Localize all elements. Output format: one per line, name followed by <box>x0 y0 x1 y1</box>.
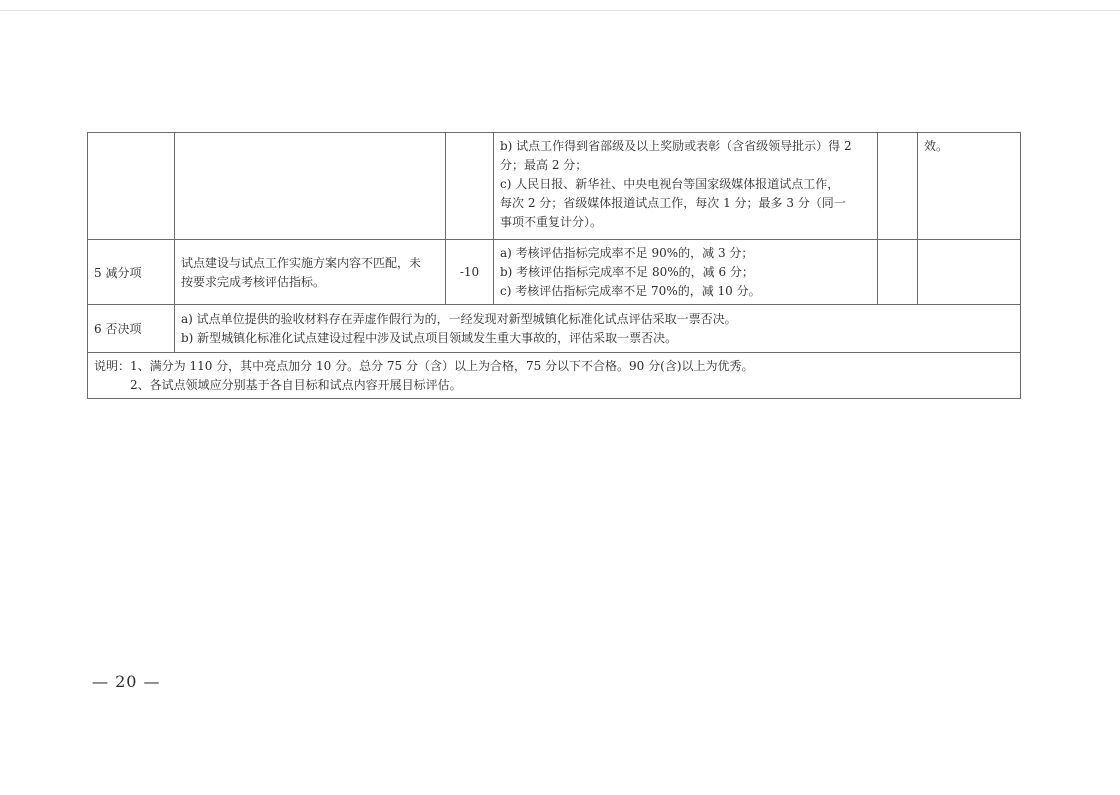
note-line: 说明：1、满分为 110 分，其中亮点加分 10 分。总分 75 分（含）以上为合格，75 分以下不合格。90 分(含)以上为优秀。 <box>94 358 754 373</box>
criteria-line: 事项不重复计分）。 <box>500 215 603 229</box>
cell-note <box>88 353 1021 399</box>
cell-blank <box>878 240 918 305</box>
veto-line: a) 试点单位提供的验收材料存在弄虚作假行为的，一经发现对新型城镇化标准化试点评估采取一票否决。 <box>181 311 737 326</box>
cell-score-empty <box>446 133 494 240</box>
page-top-edge <box>0 10 1120 11</box>
table-row-veto <box>88 305 1021 353</box>
criteria-line: b) 试点工作得到省部级及以上奖励或表彰（含省级领导批示）得 2 <box>500 139 852 153</box>
note-line: 2、各试点领域应分别基于各自目标和试点内容开展目标评估。 <box>130 377 462 392</box>
cell-blank <box>878 133 918 240</box>
cell-item-label <box>88 240 175 305</box>
page-number: — 20 — <box>92 672 161 691</box>
cell-score <box>446 240 494 305</box>
item-label: 5 减分项 <box>94 265 142 280</box>
content-line: 按要求完成考核评估指标。 <box>181 275 326 289</box>
criteria-line: 每次 2 分；省级媒体报道试点工作，每次 1 分；最多 3 分（同一 <box>500 196 846 210</box>
item-label: 6 否决项 <box>94 322 142 336</box>
table-row-deduction <box>88 240 1021 305</box>
criteria-line: b) 考核评估指标完成率不足 80%的，减 6 分； <box>500 264 754 279</box>
table-row-note <box>88 353 1021 399</box>
score-value: -10 <box>459 264 480 279</box>
cell-blank <box>918 240 1021 305</box>
cell-criteria-continued <box>494 133 878 240</box>
cell-item-empty <box>88 133 175 240</box>
cell-item-label <box>88 305 175 353</box>
cell-content <box>175 240 446 305</box>
criteria-line: a) 考核评估指标完成率不足 90%的，减 3 分； <box>500 245 754 260</box>
cell-criteria <box>494 240 878 305</box>
criteria-line: 分；最高 2 分； <box>500 158 588 172</box>
cell-remark-continued <box>918 133 1021 240</box>
remark-text: 效。 <box>924 139 949 153</box>
evaluation-table <box>87 132 1021 399</box>
criteria-line: c) 人民日报、新华社、中央电视台等国家级媒体报道试点工作， <box>500 177 840 191</box>
cell-veto-content <box>175 305 1021 353</box>
table-row-continued <box>88 133 1021 240</box>
cell-content-empty <box>175 133 446 240</box>
content-line: 试点建设与试点工作实施方案内容不匹配，未 <box>181 256 422 270</box>
veto-line: b) 新型城镇化标准化试点建设过程中涉及试点项目领域发生重大事故的，评估采取一票否决。 <box>181 330 678 345</box>
criteria-line: c) 考核评估指标完成率不足 70%的，减 10 分。 <box>500 283 761 298</box>
